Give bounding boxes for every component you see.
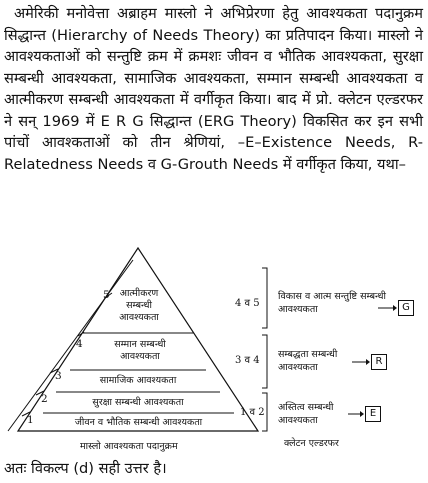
group-e-range: 1 व 2 — [240, 407, 265, 418]
level-4-number: 4 — [76, 338, 83, 350]
level-1-label: जीवन व भौतिक सम्बन्धी आवश्यकता — [74, 417, 203, 428]
level-2-label: सुरक्षा सम्बन्धी आवश्यकता — [92, 397, 184, 408]
level-5-number: 5 — [103, 289, 110, 301]
answer-line: अतः विकल्प (d) सही उत्तर है। — [4, 460, 167, 477]
erg-caption: क्लेटन एल्डरफर — [284, 438, 339, 449]
needs-diagram — [0, 238, 428, 458]
group-e-need: अस्तित्व सम्बन्धी आवश्यकता — [278, 402, 334, 426]
level-3-number: 3 — [55, 370, 62, 382]
group-g-need: विकास व आत्म सन्तुष्टि सम्बन्धी आवश्यकता — [278, 291, 386, 315]
group-r-range: 3 व 4 — [235, 355, 260, 366]
group-g-range: 4 व 5 — [235, 298, 260, 309]
level-1-number: 1 — [27, 414, 34, 426]
group-r-need: सम्बद्धता सम्बन्धी आवश्यकता — [278, 349, 338, 373]
level-2-number: 2 — [41, 393, 48, 405]
level-5-label: आत्मीकरण सम्बन्धी आवश्यकता — [119, 288, 159, 323]
letter-r-box: R — [371, 354, 387, 370]
explanation-paragraph: अमेरिकी मनोवेत्ता अब्राहम मास्लो ने अभिप्रेरणा हेतु आवश्यकता पदानुक्रम सिद्धान्त (Hierarchy of Needs Theory) का प्रतिपादन किया। मास्लो ने आवश्यकताओं को सन्तुष्टि क्रम में क्रमशः जीवन व भौतिक आवश्यकता, सुरक्षा सम्बन्धी आवश्यकता, सामाजिक आवश्यकता, सम्मान सम्बन्धी आवश्यकता व आत्मीकरण सम्बन्धी आवश्यकता में वर्गीकृत किया। बाद में प्रो. क्लेटन एल्डरफर ने सन् 1969 में E R G सिद्धान्त (ERG Theory) विकसित कर इन सभी पांचों आवश्कताओं को तीन श्रेणियां, –E–Existence Needs, R-Relatedness Needs व G-Grouth Needs में वर्गीकृत किया, यथा– — [4, 5, 423, 173]
level-3-label: सामाजिक आवश्यकता — [99, 375, 177, 386]
pyramid-caption: मास्लो आवश्यकता पदानुक्रम — [80, 441, 178, 452]
letter-g-box: G — [398, 300, 414, 316]
letter-e-box: E — [365, 406, 381, 422]
level-4-label: सम्मान सम्बन्धी आवश्यकता — [114, 339, 166, 362]
